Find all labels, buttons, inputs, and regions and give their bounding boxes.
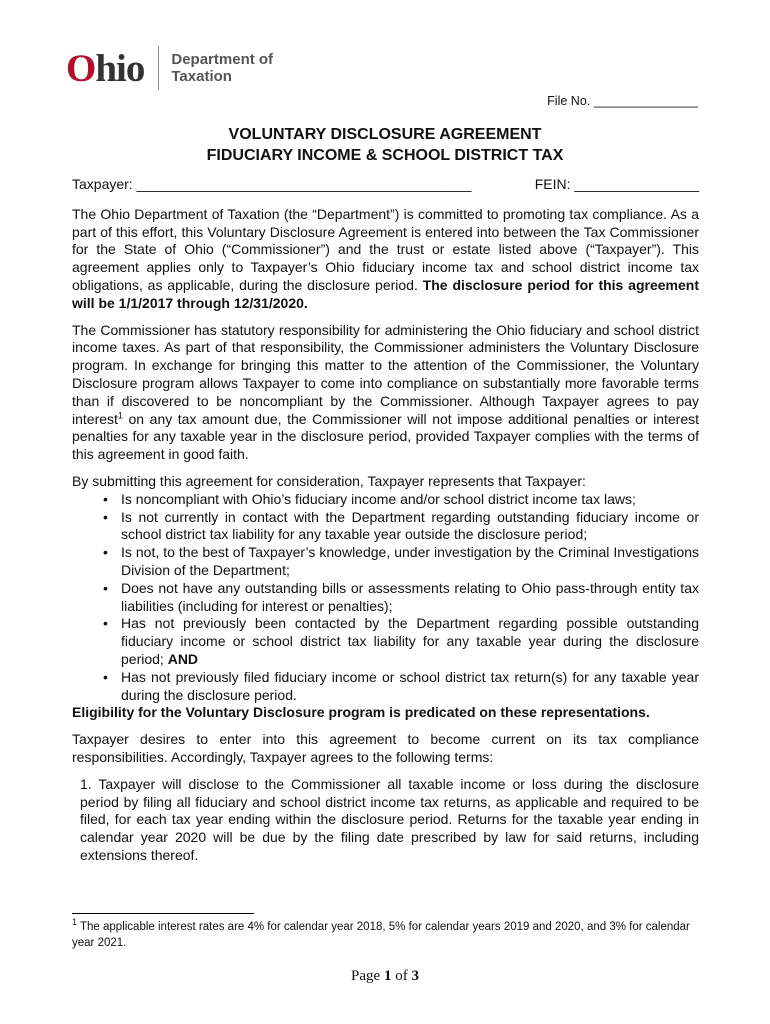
ohio-logo-o: O <box>66 46 96 90</box>
list-item <box>72 615 699 668</box>
ohio-logo-rest: hio <box>95 46 145 90</box>
logo-divider <box>158 46 159 90</box>
ohio-logo <box>66 46 145 90</box>
list-item-text: Has not previously been contacted by the Department regarding possible outstanding fiduciary income or school district tax liability for any taxable year during the disclosure period; <box>121 615 699 667</box>
footnote-marker: 1 <box>72 917 78 928</box>
list-item: • Is noncompliant with Ohio’s fiduciary income and/or school district income tax laws; <box>72 491 699 509</box>
list-item: • Is not currently in contact with the Department regarding outstanding fiduciary income or school district tax liability for any taxable year outside the disclosure period; <box>72 509 699 545</box>
page-of: of <box>395 968 408 984</box>
file-number-field: File No. _______________ <box>547 94 698 108</box>
footnote-text: The applicable interest rates are 4% for calendar year 2018, 5% for calendar years 2019 and 2020, and 3% for calendar year 2021. <box>72 921 690 949</box>
representations-list <box>72 491 699 705</box>
page-number <box>0 968 770 985</box>
title-line2: FIDUCIARY INCOME & SCHOOL DISTRICT TAX <box>206 147 564 164</box>
commissioner-text-b: on any tax amount due, the Commissioner will not impose additional penalties or interest penalties for any taxable year in the disclosure period, provided Taxpayer complies with the terms of this agreement in good faith. <box>72 410 699 463</box>
eligibility-statement <box>72 704 699 722</box>
document-body <box>72 176 699 865</box>
eligibility-text: Eligibility for the Voluntary Disclosure program is predicated on these representations. <box>72 704 650 721</box>
footnote-ref: 1 <box>117 409 123 420</box>
list-item: • Is not, to the best of Taxpayer’s knowledge, under investigation by the Criminal Investigations Division of the Department; <box>72 544 699 580</box>
fein-field: FEIN: ________________ <box>534 176 699 192</box>
and-keyword: AND <box>167 650 199 667</box>
department-header <box>66 46 273 90</box>
disclosure-period-text: The disclosure period for this agreement will be 1/1/2017 through 12/31/2020. <box>72 276 699 311</box>
terms-intro-paragraph: Taxpayer desires to enter into this agreement to become current on its tax compliance responsibilities. Accordingly, Taxpayer agrees to the following terms: <box>72 731 699 765</box>
taxpayer-row <box>72 176 699 194</box>
representations-intro: By submitting this agreement for consideration, Taxpayer represents that Taxpayer: <box>72 472 586 489</box>
term-1-paragraph: 1. Taxpayer will disclose to the Commissioner all taxable income or loss during the disclosure period by filing all fiduciary and school district income tax returns, as applicable and required to be filed, for each tax year ending within the disclosure period. Returns for the taxable year ending in calendar year 2020 will be due by the filing date prescribed by law for said returns, including extensions thereof. <box>80 775 699 863</box>
taxpayer-field: Taxpayer: ___________________________________________ <box>72 176 472 192</box>
page-current: 1 <box>383 968 392 984</box>
commissioner-paragraph <box>72 322 699 464</box>
commissioner-text-a: The Commissioner has statutory responsibility for administering the Ohio fiduciary and school district income taxes. As part of that responsibility, the Commissioner administers the Voluntary Disclosure program. In exchange for bringing this matter to the attention of the Commissioner, the Voluntary Disclosure program allows Taxpayer to come into compliance on substantially more favorable terms than if discovered to be noncompliant by the Commissioner. Although Taxpayer agrees to pay interest <box>72 321 699 427</box>
document-title <box>0 124 770 166</box>
title-line1: VOLUNTARY DISCLOSURE AGREEMENT <box>228 126 542 143</box>
list-item: • Has not previously filed fiduciary income or school district tax return(s) for any taxable year during the disclosure period. <box>72 669 699 705</box>
footnote <box>72 917 699 951</box>
footnote-divider <box>72 913 254 914</box>
list-item: • Does not have any outstanding bills or assessments relating to Ohio pass-through entity tax liabilities (including for interest or penalties); <box>72 580 699 616</box>
department-name <box>171 51 273 85</box>
intro-paragraph <box>72 206 699 313</box>
page-label: Page <box>351 968 381 984</box>
department-line2: Taxation <box>171 68 232 85</box>
page-total: 3 <box>411 968 419 984</box>
department-line1: Department of <box>171 51 274 68</box>
intro-text: The Ohio Department of Taxation (the “Department”) is committed to promoting tax compliance. As a part of this effort, this Voluntary Disclosure Agreement is entered into between the Tax Commissioner for the State of Ohio (“Commissioner”) and the trust or estate listed above (“Taxpayer”). This agreement applies only to Taxpayer’s Ohio fiduciary income tax and school district income tax obligations, as applicable, during the disclosure period. <box>72 205 699 293</box>
